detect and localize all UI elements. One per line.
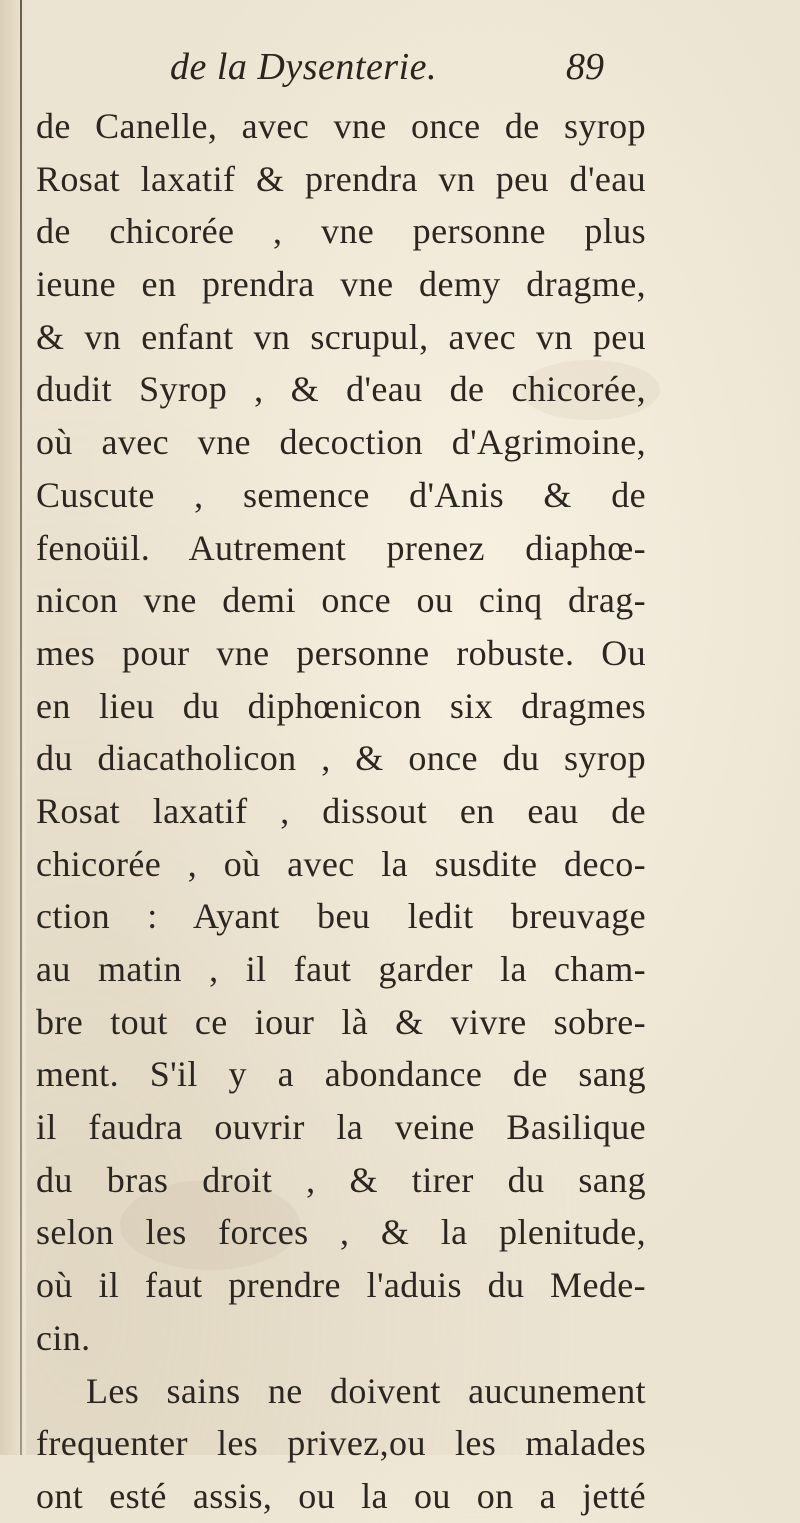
text-line: nicon vne demi once ou cinq drag- xyxy=(36,580,646,621)
text-line: frequenter les privez,ou les malades xyxy=(36,1423,646,1464)
text-line: Cuscute , semence d'Anis & de xyxy=(36,474,646,515)
text-line: au matin , il faut garder la cham- xyxy=(36,949,646,989)
text-line: de chicorée , vne personne plus xyxy=(36,211,646,252)
text-line: de Canelle, avec vne once de syrop xyxy=(36,106,646,146)
body-text xyxy=(36,100,646,1523)
page-gutter xyxy=(0,0,26,1455)
text-line: bre tout ce iour là & vivre sobre- xyxy=(36,1001,646,1042)
text-line: où il faut prendre l'aduis du Mede- xyxy=(36,1265,646,1306)
text-line: Rosat laxatif & prendra vn peu d'eau xyxy=(36,158,646,199)
text-line-paragraph-end: cin. xyxy=(36,1317,91,1358)
text-line: mes pour vne personne robuste. Ou xyxy=(36,632,646,673)
text-line: chicorée , où avec la susdite deco- xyxy=(36,843,646,884)
margin-rule xyxy=(20,0,22,1455)
text-line: en lieu du diphœnicon six dragmes xyxy=(36,685,646,726)
text-line: du diacatholicon , & once du syrop xyxy=(36,738,646,779)
text-line: & vn enfant vn scrupul, avec vn peu xyxy=(36,316,646,357)
text-line: ieune en prendra vne demy dragme, xyxy=(36,264,646,305)
text-line: ction : Ayant beu ledit breuvage xyxy=(36,896,646,937)
page-number: 89 xyxy=(566,46,604,88)
text-line: où avec vne decoction d'Agrimoine, xyxy=(36,422,646,463)
page-header xyxy=(0,42,800,102)
text-line: selon les forces , & la plenitude, xyxy=(36,1212,646,1253)
text-line: il faudra ouvrir la veine Basilique xyxy=(36,1107,646,1148)
text-line: ont esté assis, ou la ou on a jetté xyxy=(36,1475,646,1516)
text-line: ment. S'il y a abondance de sang xyxy=(36,1054,646,1095)
text-line: Rosat laxatif , dissout en eau de xyxy=(36,790,646,831)
text-line: dudit Syrop , & d'eau de chicorée, xyxy=(36,369,646,410)
text-line-paragraph-start: Les sains ne doivent aucunement xyxy=(86,1370,646,1411)
text-line: fenoüil. Autrement prenez diaphœ- xyxy=(36,527,646,568)
text-line: du bras droit , & tirer du sang xyxy=(36,1159,646,1200)
running-title: de la Dysenterie. xyxy=(170,46,438,88)
